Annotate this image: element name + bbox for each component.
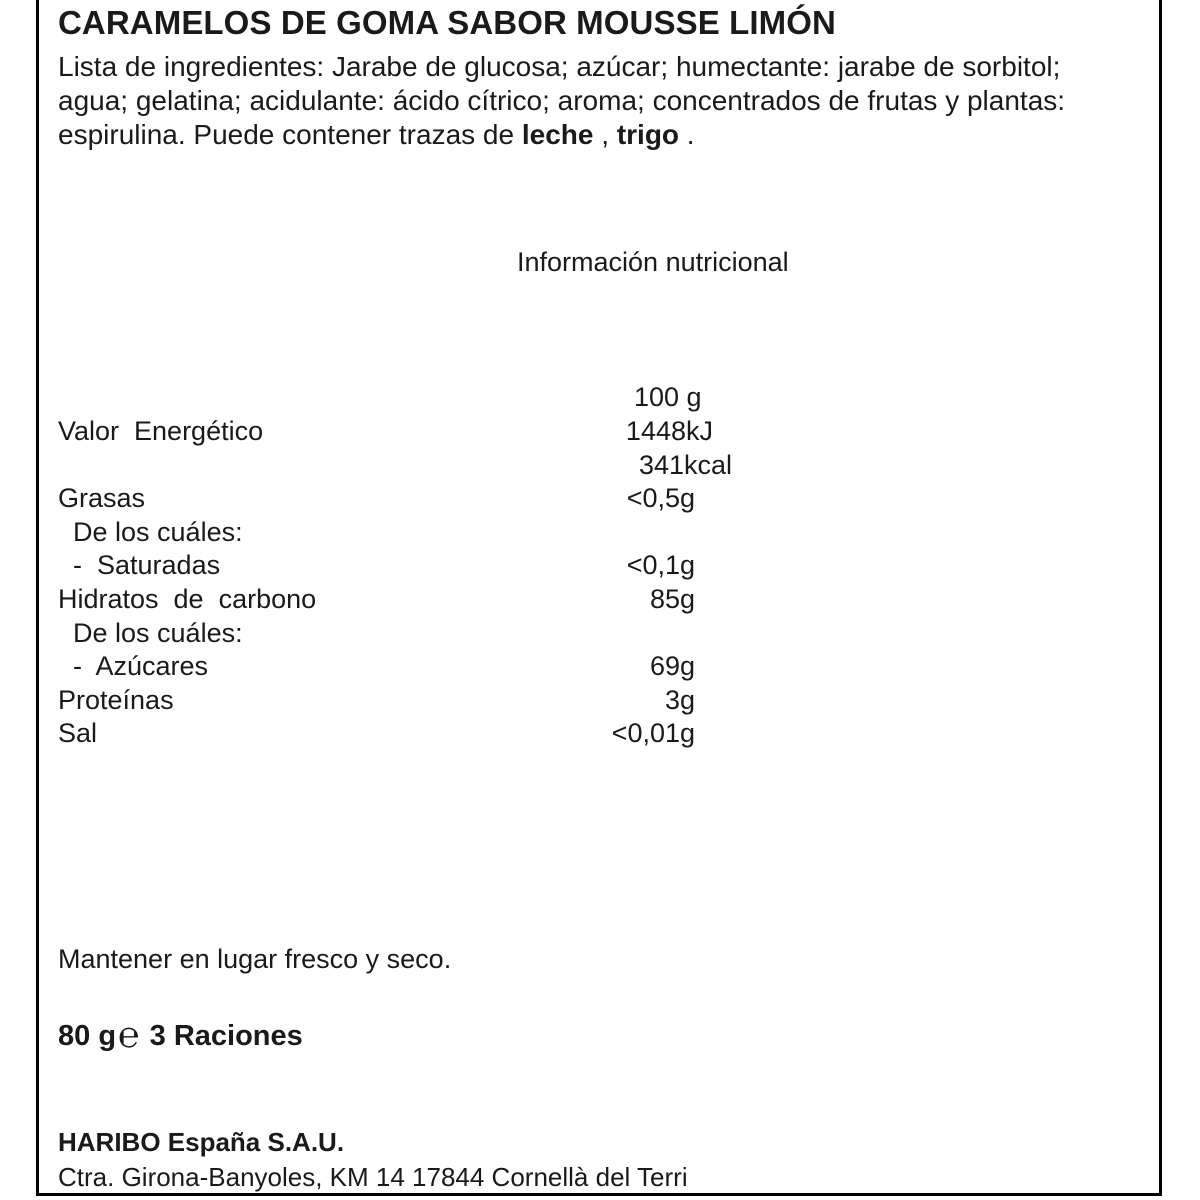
storage-instructions: Mantener en lugar fresco y seco. (58, 944, 452, 974)
manufacturer-name: HARIBO España S.A.U. (58, 1127, 345, 1157)
nutrition-row-unit: g (680, 684, 696, 715)
nutrition-row-unit: g (680, 651, 696, 682)
nutrition-row (0, 584, 1200, 618)
allergen-wheat: trigo (616, 119, 680, 150)
ingredients-list (58, 50, 1138, 152)
nutrition-row-value: 85 (649, 584, 680, 614)
nutrition-row-label: Proteínas (58, 684, 174, 715)
allergen-milk: leche (521, 119, 594, 150)
nutrition-row-label: Grasas (58, 483, 146, 514)
manufacturer-address: Ctra. Girona-Banyoles, KM 14 17844 Cornellà del Terri (58, 1162, 688, 1192)
nutrition-row-label: - Saturadas (58, 550, 221, 581)
servings-count: 3 Raciones (149, 1020, 303, 1052)
nutrition-row-value: 3 (664, 684, 680, 715)
nutrition-row (0, 483, 1200, 517)
nutrition-row (0, 416, 1200, 450)
nutrition-row-value: <0,5 (626, 483, 680, 514)
allergen-separator: , (593, 119, 617, 150)
nutrition-row-value: <0,01 (611, 718, 680, 749)
nutrition-row-value: 341 (638, 449, 684, 480)
nutrition-per-label: 100 g (634, 382, 702, 412)
nutrition-row (0, 550, 1200, 584)
ingredients-text: Lista de ingredientes: Jarabe de glucosa; azúcar; humectante: jarabe de sorbitol; agua; gelatina; acidulante: ácido cítrico; aroma; concentrados de frutas y plantas: espirulina. Puede contener trazas de (58, 51, 1066, 150)
net-weight (58, 1014, 303, 1055)
nutrition-row-label: Hidratos de carbono (58, 584, 317, 614)
nutrition-row (0, 685, 1200, 719)
nutrition-row-label: Sal (58, 718, 98, 749)
nutrition-row-label: De los cuáles: (58, 516, 243, 547)
nutrition-row-label: Valor Energético (58, 416, 264, 446)
nutrition-row-unit: kJ (686, 416, 713, 446)
nutrition-row (0, 718, 1200, 752)
nutrition-row-value: 69 (649, 651, 680, 682)
nutrition-row-label: De los cuáles: (58, 617, 243, 648)
nutrition-row (0, 517, 1200, 551)
nutrition-row-unit: g (680, 483, 696, 514)
nutrition-row-unit: kcal (684, 449, 733, 480)
nutrition-row-unit: g (680, 584, 696, 614)
nutrition-row-unit: g (680, 550, 696, 581)
nutrition-row (0, 618, 1200, 652)
nutrition-row (0, 450, 1200, 484)
nutrition-row-value: <0,1 (626, 550, 680, 581)
nutrition-row-value: 1448 (625, 416, 686, 446)
estimated-sign-icon: ℮ (118, 1014, 140, 1055)
product-title: CARAMELOS DE GOMA SABOR MOUSSE LIMÓN (58, 4, 836, 41)
nutrition-row-label: - Azúcares (58, 651, 209, 682)
net-weight-value: 80 g (58, 1020, 117, 1052)
nutrition-row (0, 651, 1200, 685)
nutrition-row-unit: g (680, 718, 696, 749)
nutrition-heading: Información nutricional (517, 247, 789, 277)
ingredients-end: . (679, 119, 695, 150)
